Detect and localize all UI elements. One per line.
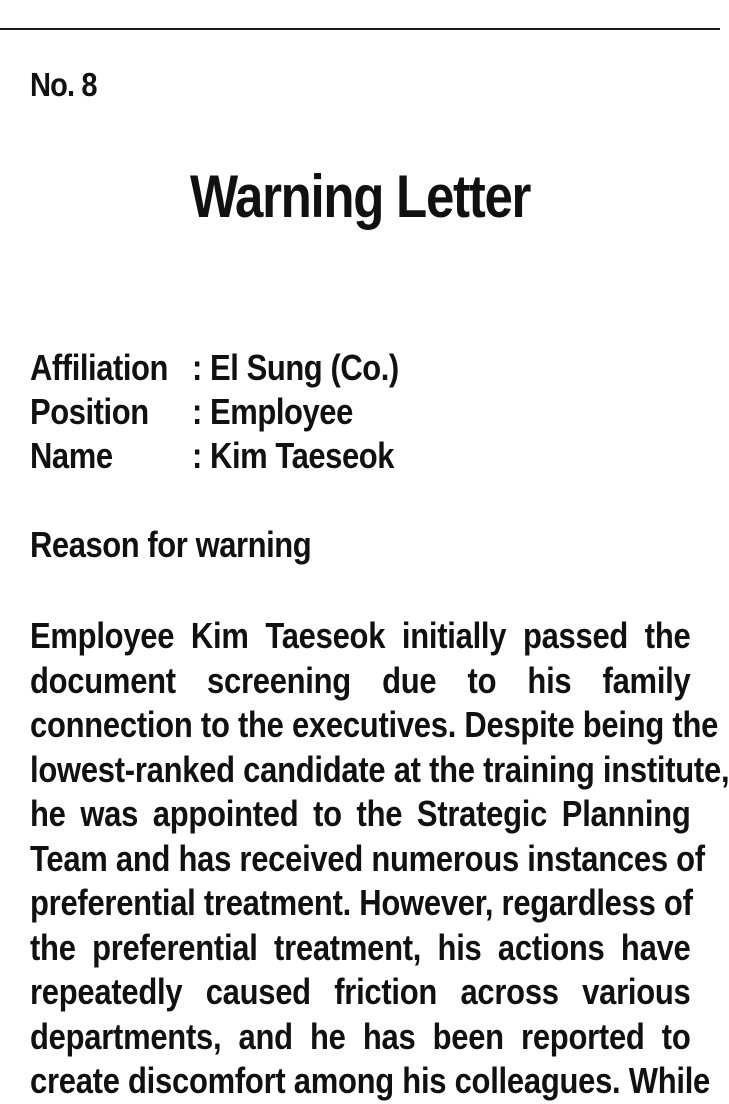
field-affiliation xyxy=(30,346,399,390)
body-line: create discomfort among his colleagues. While xyxy=(30,1060,711,1101)
document-number: No. 8 xyxy=(30,66,97,103)
body-line: he was appointed to the Strategic Planning xyxy=(30,793,691,834)
field-label: Position xyxy=(30,391,149,432)
field-value: : Kim Taeseok xyxy=(192,435,395,476)
body-line: preferential treatment. However, regardless of xyxy=(30,882,693,923)
body-line: connection to the executives. Despite being the xyxy=(30,704,719,745)
field-label: Name xyxy=(30,435,113,476)
document-title xyxy=(0,162,720,231)
document-title-text: Warning Letter xyxy=(189,163,531,230)
body-line: document screening due to his family xyxy=(30,659,691,701)
field-value: : Employee xyxy=(192,391,353,432)
body-line: departments, and he has been reported to xyxy=(30,1015,691,1057)
body-line: the preferential treatment, his actions have xyxy=(30,926,691,968)
section-heading: Reason for warning xyxy=(30,524,312,565)
warning-body-text xyxy=(30,614,729,1104)
employee-fields xyxy=(30,346,399,478)
field-position xyxy=(30,390,353,434)
top-divider xyxy=(0,28,720,30)
field-name xyxy=(30,434,395,478)
field-label: Affiliation xyxy=(30,347,169,388)
body-line: lowest-ranked candidate at the training institute, xyxy=(30,748,729,790)
body-line: Team and has received numerous instances of xyxy=(30,837,705,879)
body-line: repeatedly caused friction across various xyxy=(30,971,691,1012)
body-line: Employee Kim Taeseok initially passed the xyxy=(30,615,691,656)
field-value: : El Sung (Co.) xyxy=(192,347,399,388)
